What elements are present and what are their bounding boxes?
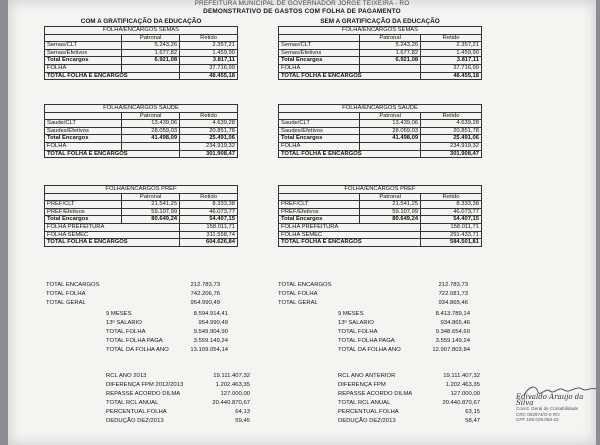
signatory-name: Edivaldo Araujo da Silva [516, 393, 584, 407]
signatory-cpf: CPF 190.028.058-22 [516, 417, 559, 422]
table-row: PREF/Efetivos 59.107,99 46.073,77 [45, 208, 238, 216]
grand-total-row: TOTAL FOLHA E ENCARGOS 301.908,47 [45, 150, 238, 158]
table-row: PREF/CLT 21.541,25 8.333,38 [45, 201, 238, 209]
left-saude-table [44, 104, 238, 158]
total-row: Total Encargos 6.921,08 3.817,11 [279, 57, 482, 65]
grand-total-row: TOTAL FOLHA E ENCARGOS 48.455,18 [45, 72, 238, 80]
right-rcl: RCL ANO ANTERIOR 19.111.407,32 DIFERENÇA FPM 1.202.463,35 REPASSE ACORDO DILMA 127.000,00 TOTAL RCL ANUAL 20.440.870,67 PERCENTUAL FOLHA 63,15 DEDUÇÃO DEZ/2013 58,47 [338, 373, 480, 424]
document-sheet [8, 0, 596, 445]
col-header: Patronal [122, 193, 180, 201]
table-row: Semas/CLT 5.243,26 2.357,21 [279, 42, 482, 50]
table-row: Semas/Efetivos 1.677,82 1.459,90 [45, 49, 238, 57]
right-summary: TOTAL ENCARGOS 212.783,73 TOTAL FOLHA 722.081,73 TOTAL GERAL 934.865,46 [278, 282, 468, 306]
grand-total-row: TOTAL FOLHA E ENCARGOS 48.455,18 [279, 72, 482, 80]
left-section-title: COM A GRATIFICAÇÃO DA EDUCAÇÃO [80, 18, 202, 25]
grand-total-row: TOTAL FOLHA E ENCARGOS 301.908,47 [279, 150, 482, 158]
folha-row: FOLHA 234.919,32 [279, 142, 482, 150]
total-row: Total Encargos 41.498,09 25.491,06 [45, 135, 238, 143]
col-header: Retido [421, 193, 482, 201]
table-row: PREF/CLT 21.541,25 8.333,38 [279, 201, 482, 209]
right-indented: 9 MESES 8.413.789,14 13º SALARIO 934.865,46 TOTAL FOLHA 9.348.654,60 TOTAL FOLHA PAGA 3.559.149,24 TOTAL DA FOLHA ANO 12.907.803,84 [338, 311, 470, 353]
table-row: Semas/Efetivos 1.677,82 1.459,90 [279, 49, 482, 57]
table-caption: FOLHA/ENCARGOS PREF [45, 186, 238, 194]
right-section-title: SEM A GRATIFICAÇÃO DA EDUCAÇÃO [320, 18, 440, 25]
col-header: Patronal [122, 34, 180, 42]
table-row: Saude/CLT 13.439,06 4.639,28 [279, 120, 482, 128]
table-row: Saudes/Efetivos 28.059,03 20.851,78 [279, 127, 482, 135]
document-title: DEMONSTRATIVO DE GASTOS COM FOLHA DE PAGAMENTO [203, 8, 401, 15]
col-header: Patronal [360, 34, 421, 42]
prefeitura-heading: PREFEITURA MUNICIPAL DE GOVERNADOR JORGE TEIXEIRA - RO [194, 0, 410, 7]
folha-row: FOLHA SEMEC 311.558,74 [45, 231, 238, 239]
total-row: Total Encargos 6.921,08 3.817,11 [45, 57, 238, 65]
total-row: Total Encargos 80.649,24 54.407,15 [279, 216, 482, 224]
total-row: Total Encargos 41.498,09 25.491,06 [279, 135, 482, 143]
col-header: Retido [180, 193, 238, 201]
col-header: Retido [421, 112, 482, 120]
col-header: Retido [180, 34, 238, 42]
table-caption: FOLHA/ENCARGOS SAUDE [279, 105, 482, 113]
right-semas-table [278, 26, 482, 80]
table-row: Saude/CLT 13.439,06 4.639,28 [45, 120, 238, 128]
left-rcl: RCL ANO 2013 19.111.407,32 DIFERENÇA FPM 2012/2013 1.202.463,35 REPASSE ACORDO DILMA 127.000,00 TOTAL RCL ANUAL 20.440.870,67 PERCENTUAL FOLHA 64,13 DEDUÇÃO DEZ/2013 59,45 [106, 373, 250, 424]
col-header: Patronal [360, 112, 421, 120]
folha-row: FOLHA PREFEITURA 158.011,71 [45, 223, 238, 231]
left-summary: TOTAL ENCARGOS 212.783,73 TOTAL FOLHA 742.206,76 TOTAL GERAL 954.990,49 [46, 282, 220, 306]
left-indented: 9 MESES 8.594.914,41 13º SALARIO 954.990,49 TOTAL FOLHA 9.549.904,90 TOTAL FOLHA PAGA 3.559.149,24 TOTAL DA FOLHA ANO 13.109.054,14 [106, 311, 228, 353]
col-header: Retido [421, 34, 482, 42]
total-row: Total Encargos 80.649,24 54.407,15 [45, 216, 238, 224]
table-caption: FOLHA/ENCARGOS SEMAS [279, 27, 482, 35]
signatory-crc: CRC 002974/O-0 RO [516, 411, 560, 417]
left-semas-table [44, 26, 238, 80]
col-header: Patronal [360, 193, 421, 201]
folha-row: FOLHA 37.716,99 [45, 64, 238, 72]
folha-row: FOLHA 37.716,99 [279, 64, 482, 72]
table-row: PREF/Efetivos 59.107,99 46.073,77 [279, 208, 482, 216]
table-row: Semas/CLT 5.243,26 2.357,21 [45, 42, 238, 50]
table-row: Saudes/Efetivos 28.059,03 20.851,78 [45, 127, 238, 135]
right-saude-table [278, 104, 482, 158]
folha-row: FOLHA PREFEITURA 158.011,71 [279, 223, 482, 231]
folha-row: FOLHA SEMEC 291.433,71 [279, 231, 482, 239]
col-header: Retido [180, 112, 238, 120]
table-caption: FOLHA/ENCARGOS PREF [279, 186, 482, 194]
grand-total-row: TOTAL FOLHA E ENCARGOS 604.626,84 [45, 239, 238, 247]
table-caption: FOLHA/ENCARGOS SEMAS [45, 27, 238, 35]
table-caption: FOLHA/ENCARGOS SAUDE [45, 105, 238, 113]
folha-row: FOLHA 234.919,32 [45, 142, 238, 150]
col-header: Patronal [122, 112, 180, 120]
grand-total-row: TOTAL FOLHA E ENCARGOS 584.501,81 [279, 239, 482, 247]
right-pref-table [278, 185, 482, 247]
signatory-role: Coord. Geral de Contabilidade [516, 406, 579, 411]
left-pref-table [44, 185, 238, 247]
